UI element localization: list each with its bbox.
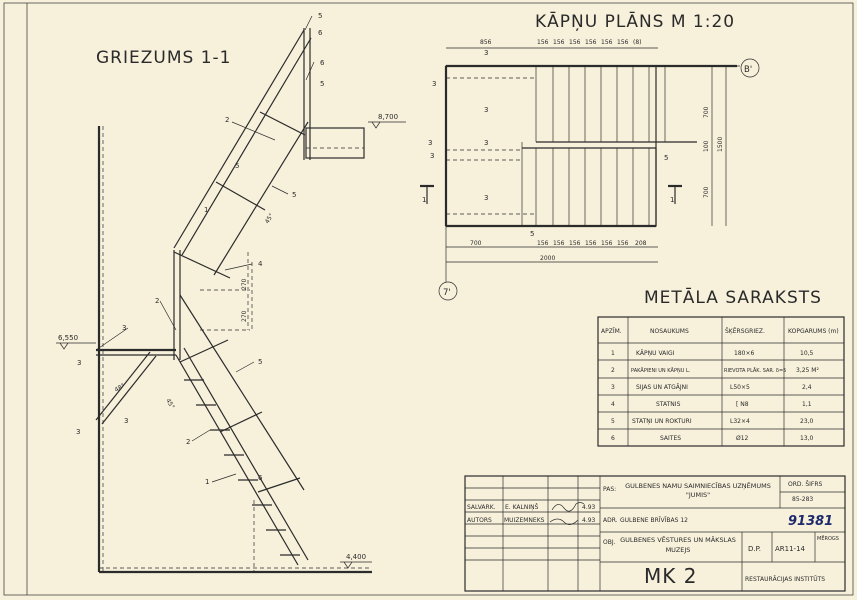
svg-text:3: 3: [430, 152, 435, 160]
svg-text:3,25 M²: 3,25 M²: [796, 367, 819, 374]
dim-270-b: 270: [241, 310, 248, 322]
svg-text:5: 5: [258, 358, 263, 366]
section-callout-3-bottom: [76, 417, 128, 436]
svg-text:5: 5: [318, 12, 323, 20]
svg-text:10,5: 10,5: [800, 350, 814, 357]
svg-text:5: 5: [292, 191, 297, 199]
svg-text:1500: 1500: [717, 136, 724, 152]
svg-text:3: 3: [122, 324, 127, 332]
svg-text:3: 3: [76, 428, 81, 436]
svg-text:5: 5: [530, 230, 535, 238]
svg-text:5: 5: [611, 418, 615, 425]
svg-text:[ N8: [ N8: [736, 401, 749, 408]
upper-brace-2: [260, 112, 305, 135]
plan-total-dim: 2000: [540, 255, 556, 262]
mid-support-2: [102, 356, 156, 424]
svg-text:1: 1: [422, 196, 427, 204]
schedule-frame: [598, 317, 844, 446]
title-obj-label: OBJ.: [603, 539, 616, 546]
schedule-row: [611, 384, 812, 391]
angle-label-1: 45°: [263, 212, 276, 226]
schedule-row: [611, 435, 814, 442]
elevation-mark-bottom: [340, 553, 372, 568]
plan-beams: [446, 78, 536, 214]
schedule-title: METĀLA SARAKSTS: [644, 288, 822, 308]
plan-outline: [446, 66, 656, 226]
svg-text:5: 5: [664, 154, 669, 162]
svg-text:2: 2: [186, 438, 191, 446]
schedule-row: [611, 418, 814, 425]
svg-text:156: 156: [617, 39, 629, 46]
svg-text:SIJAS UN ATGĀJNI: SIJAS UN ATGĀJNI: [636, 384, 688, 391]
svg-text:3: 3: [428, 139, 433, 147]
svg-text:156: 156: [553, 240, 565, 247]
plan-title: KĀPŅU PLĀNS M 1:20: [535, 12, 736, 32]
svg-text:156: 156: [601, 39, 613, 46]
svg-text:3: 3: [484, 106, 489, 114]
svg-text:(8): (8): [633, 39, 642, 46]
svg-text:RIEVOTA PLĀK. SAR. δ=5: RIEVOTA PLĀK. SAR. δ=5: [724, 368, 787, 374]
svg-text:13,0: 13,0: [800, 435, 814, 442]
client-name: GULBENES NAMU SAIMNIECĪBAS UZŅĒMUMS "JUMIS": [625, 482, 771, 499]
svg-text:1: 1: [670, 196, 675, 204]
svg-text:6: 6: [258, 474, 263, 482]
svg-text:156: 156: [569, 240, 581, 247]
schedule-header-section: ŠĶĒRSGRIEZ.: [725, 328, 765, 335]
angle-label-2: 48°: [113, 382, 127, 394]
svg-text:Ø12: Ø12: [736, 435, 749, 442]
sheet-name: MK 2: [644, 564, 698, 588]
title-row1-name: E. KALNIŅŠ: [505, 504, 539, 511]
institute-name: RESTAURĀCIJAS INSTITŪTS: [745, 576, 826, 583]
plan-callouts: [428, 49, 668, 238]
svg-text:4,400: 4,400: [346, 553, 367, 561]
schedule-grid: [598, 317, 844, 446]
title-block: [465, 476, 845, 591]
section-title: GRIEZUMS 1-1: [96, 48, 232, 68]
upper-slab: [306, 128, 364, 158]
lower-handrail: [180, 295, 304, 490]
svg-text:STATŅI UN ROKTURI: STATŅI UN ROKTURI: [632, 418, 692, 425]
stage-label: D.P.: [748, 545, 761, 553]
svg-text:156: 156: [537, 39, 549, 46]
title-row2-name: MUIZEMNEKS: [504, 517, 545, 524]
svg-text:3: 3: [484, 194, 489, 202]
svg-text:PAKĀPIENI UN KĀPŅU L.: PAKĀPIENI UN KĀPŅU L.: [631, 368, 691, 374]
title-row2-date: 4.93: [582, 517, 596, 524]
svg-text:KĀPŅU VAIGI: KĀPŅU VAIGI: [636, 350, 675, 357]
schedule-header-id: APZĪM.: [601, 328, 622, 335]
elevation-mark-top: [368, 113, 406, 128]
svg-text:8,700: 8,700: [378, 113, 399, 121]
elevation-mark-mid: [56, 334, 96, 349]
title-adr-label: ADR.: [603, 517, 618, 524]
schedule-header-length: KOPGARUMS (m): [788, 328, 839, 335]
svg-text:856: 856: [480, 39, 492, 46]
svg-text:156: 156: [601, 240, 613, 247]
schedule-row: [611, 367, 819, 374]
svg-text:5: 5: [235, 162, 240, 170]
section-drawing: [56, 12, 406, 572]
sheet-code: AR11-14: [775, 545, 805, 553]
schedule-row: [611, 350, 814, 357]
svg-text:1: 1: [204, 206, 209, 214]
svg-text:3: 3: [124, 417, 129, 425]
svg-text:2: 2: [155, 297, 160, 305]
svg-text:3: 3: [484, 139, 489, 147]
svg-text:180×6: 180×6: [734, 350, 755, 357]
plan-right-dims: [703, 106, 724, 198]
plan-lower-treads: [522, 148, 656, 226]
dim-270-a: 270: [241, 278, 248, 290]
plan-bottom-dims: [470, 240, 647, 247]
svg-text:700: 700: [470, 240, 482, 247]
svg-text:L32×4: L32×4: [730, 418, 750, 425]
title-row1-role: SALVARK.: [467, 504, 496, 511]
svg-text:6: 6: [318, 29, 323, 37]
svg-text:156: 156: [537, 240, 549, 247]
axis-b-label: B': [744, 65, 753, 75]
signature-1: [552, 503, 584, 512]
svg-text:700: 700: [703, 186, 710, 198]
svg-text:4: 4: [611, 401, 615, 408]
svg-text:1: 1: [205, 478, 210, 486]
svg-text:L50×5: L50×5: [730, 384, 750, 391]
callout-leaders: [96, 16, 314, 482]
svg-text:156: 156: [553, 39, 565, 46]
title-row1-date: 4.93: [582, 504, 596, 511]
svg-text:3: 3: [77, 359, 82, 367]
svg-text:1: 1: [611, 350, 615, 357]
svg-text:156: 156: [585, 240, 597, 247]
upper-brace: [216, 182, 265, 210]
object-name-box: [616, 535, 740, 561]
svg-text:3: 3: [611, 384, 615, 391]
svg-text:6: 6: [320, 59, 325, 67]
schedule-row: [611, 401, 812, 408]
object-name: GULBENES VĒSTURES UN MĀKSLAS MUZEJS: [620, 536, 736, 554]
svg-text:100: 100: [703, 140, 710, 152]
svg-text:208: 208: [635, 240, 647, 247]
client-name-box: [618, 482, 778, 506]
angle-label-3: 45°: [164, 397, 176, 411]
landing-diag: [174, 252, 230, 278]
svg-text:156: 156: [617, 240, 629, 247]
svg-text:700: 700: [703, 106, 710, 118]
order-label: ORD. ŠIFRS: [788, 481, 823, 488]
svg-text:6: 6: [611, 435, 615, 442]
lower-brace-2: [220, 412, 262, 432]
title-row2-role: AUTORS: [467, 517, 492, 524]
svg-text:2: 2: [225, 116, 230, 124]
title-pas-label: PAS:: [603, 486, 617, 493]
stamp-number: 91381: [788, 514, 834, 529]
order-value: 85-283: [792, 496, 814, 503]
section-callouts: [77, 12, 325, 486]
schedule: [598, 286, 844, 446]
svg-text:2,4: 2,4: [802, 384, 812, 391]
svg-text:STATNIS: STATNIS: [656, 401, 681, 408]
svg-text:3: 3: [484, 49, 489, 57]
svg-text:5: 5: [320, 80, 325, 88]
svg-text:1,1: 1,1: [802, 401, 812, 408]
svg-text:3: 3: [432, 80, 437, 88]
section-marker-right: [668, 186, 682, 204]
lower-stringer-outer: [176, 355, 298, 565]
plan-top-dims: [480, 39, 642, 46]
plan-drawing: [420, 10, 759, 300]
axis-7-label: 7': [443, 288, 451, 298]
svg-text:156: 156: [585, 39, 597, 46]
scale-label: MĒROGS: [817, 536, 839, 542]
plan-upper-treads: [536, 66, 697, 142]
schedule-header-name: NOSAUKUMS: [650, 328, 689, 335]
svg-text:156: 156: [569, 39, 581, 46]
svg-text:SAITES: SAITES: [660, 435, 682, 442]
svg-text:23,0: 23,0: [800, 418, 814, 425]
title-address: GULBENE BRĪVĪBAS 12: [620, 517, 688, 524]
section-marker-left: [420, 186, 434, 204]
height-guides: [200, 252, 254, 572]
svg-text:2: 2: [611, 367, 615, 374]
svg-text:4: 4: [258, 260, 263, 268]
svg-text:6,550: 6,550: [58, 334, 79, 342]
